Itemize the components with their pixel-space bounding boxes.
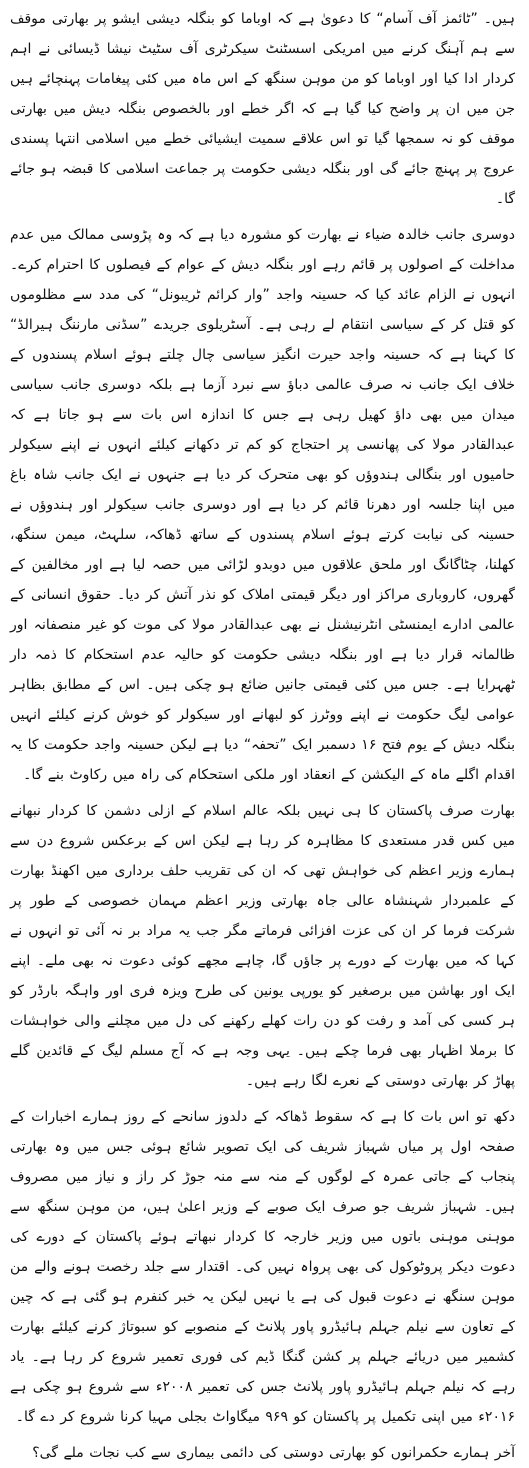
article-closing-question: آخر ہمارے حکمرانوں کو بھارتی دوستی کی دائمی بیماری سے کب نجات ملے گی؟ — [32, 1445, 515, 1461]
article-paragraph-2: دوسری جانب خالدہ ضیاء نے بھارت کو مشورہ دیا ہے کہ وہ پڑوسی ممالک میں عدم مداخلت کے اصولوں پر قائم رہے اور بنگلہ دیش کے عوام کے فیصلوں کا احترام کرے۔ انہوں نے الزام عائد کیا کہ حسینہ واجد ”وار کرائم ٹریبونل“ کی مدد سے مظلوموں کو قتل کر کے سیاسی انتقام لے رہی ہے۔ آسٹریلوی جریدے ”سڈنی مارننگ ہیرالڈ“ کا کہنا ہے کہ حسینہ واجد حیرت انگیز سیاسی چال چلتے ہوئے اسلام پسندوں کے خلاف ایک جانب نہ صرف عالمی دباؤ سے نبرد آزما ہے بلکہ دوسری جانب سیاسی میدان میں بھی داؤ کھیل رہی ہے جس کا اندازہ اس بات سے ہو جاتا ہے کہ عبدالقادر مولا کی پھانسی پر احتجاج کو کم تر دکھانے کیلئے انہوں نے اپنے سیکولر حامیوں اور بنگالی ہندوؤں کو بھی متحرک کر دیا ہے جنہوں نے ایک جانب شاہ باغ میں اپنا جلسہ اور دھرنا قائم کر دیا ہے اور دوسری جانب سیکولر اور ہندوؤں نے حسینہ کی نیابت کرتے ہوئے اسلام پسندوں کے ساتھ ڈھاکہ، سلہٹ، میمن سنگھ، کھلنا، چٹاگانگ اور ملحق علاقوں میں دوبدو لڑائی میں حصہ لیا ہے اور مخالفین کے گھروں، کاروباری مراکز اور دیگر قیمتی املاک کو نذر آتش کر دیا۔ حقوق انسانی کے عالمی ادارے ایمنسٹی انٹرنیشنل نے بھی عبدالقادر مولا کی موت کو غیر منصفانہ اور ظالمانہ قرار دیا ہے اور بنگلہ دیشی حکومت کو حالیہ عدم استحکام کا ذمہ دار ٹھہرایا ہے۔ جس میں کئی قیمتی جانیں ضائع ہو چکی ہیں۔ اس کے مطابق بظاہر عوامی لیگ حکومت نے اپنے ووٹرز کو لبھانے اور سیکولر کو خوش کرنے کیلئے انہیں بنگلہ دیش کے یوم فتح ۱۶ دسمبر ایک ”تحفہ“ دیا ہے لیکن حسینہ واجد حکومت کا یہ اقدام اگلے ماہ کے الیکشن کے انعقاد اور ملکی استحکام کی راہ میں رکاوٹ بنے گا۔ — [10, 227, 516, 783]
article-paragraph-1: ہیں۔ ”ٹائمز آف آسام“ کا دعویٰ ہے کہ اوباما کو بنگلہ دیشی ایشو پر بھارتی موقف سے ہم آہنگ کرنے میں امریکی اسسٹنٹ سیکرٹری آف سٹیٹ نیشا ڈیسائی نے اہم کردار ادا کیا اور اوباما کو من موہن سنگھ کے اس ماہ میں کئی پیغامات پہنچائے ہیں جن میں ان پر واضح کیا گیا ہے کہ اگر خطے اور بالخصوص بنگلہ دیش میں بھارتی موقف کو نہ سمجھا گیا تو اس علاقے سمیت ایشیائی خطے میں اسلامی انتہا پسندی عروج پر پہنچ جائے گی اور بنگلہ دیشی حکومت پر جماعت اسلامی کا قبضہ ہو جائے گا۔ — [10, 11, 515, 207]
article-paragraph-4: دکھ تو اس بات کا ہے کہ سقوط ڈھاکہ کے دلدوز سانحے کے روز ہمارے اخبارات کے صفحہ اول پر میاں شہباز شریف کی ایک تصویر شائع ہوئی جس میں وہ بھارتی پنجاب کے جاتی عمرہ کے لوگوں کے منہ سے منہ جوڑ کر راز و نیاز میں مصروف ہیں۔ شہباز شریف جو صرف ایک صوبے کے وزیر اعلیٰ ہیں، من موہن سنگھ سے موہنی موہنی باتوں میں وزیر خارجہ کا کردار نبھاتے ہوئے پاکستان کے دورے کی دعوت دیکر پروٹوکول کی بھی پرواہ نہیں کی۔ اقتدار سے جلد رخصت ہونے والے من موہن سنگھ نے دعوت قبول کی ہے یا نہیں لیکن یہ خبر کنفرم ہو گئی ہے کہ چین کے تعاون سے نیلم جہلم ہائیڈرو پاور پلانٹ کے منصوبے کو سبوتاژ کرنے کیلئے بھارت کشمیر میں دریائے جہلم پر کشن گنگا ڈیم کی فوری تعمیر شروع کر رہا ہے۔ یاد رہے کہ نیلم جہلم ہائیڈرو پاور پلانٹ جس کی تعمیر ۲۰۰۸ء سے شروع ہو چکی ہے ۲۰۱۶ء میں اپنی تکمیل پر پاکستان کو ۹۶۹ میگاواٹ بجلی مہیا کرنا شروع کر دے گا۔ — [10, 1109, 515, 1425]
article-paragraph-3: بھارت صرف پاکستان کا ہی نہیں بلکہ عالم اسلام کے ازلی دشمن کا کردار نبھانے میں کس قدر مستعدی کا مظاہرہ کر رہا ہے لیکن اس کے برعکس شروع دن سے ہمارے وزیر اعظم کی خواہش تھی کہ ان کی تقریب حلف برداری میں اکھنڈ بھارت کے علمبردار شہنشاہ عالی جاہ بھارتی وزیر اعظم مہمان خصوصی کے طور پر شرکت فرما کر ان کی عزت افزائی فرماتے مگر جب یہ مراد بر نہ آئی تو انہوں نے کہا کہ میں بھارت کے دورے پر جاؤں گا، چاہے مجھے کوئی دعوت نہ بھی ملے۔ اپنے ایک اور بھاشن میں برصغیر کو یورپی یونین کی طرح ویزہ فری اور واہگہ بارڈر کو ہر کسی کی آمد و رفت کو دن رات کھلے رکھنے کی دل میں مچلنے والی خواہشات کا برملا اظہار بھی فرما چکے ہیں۔ یہی وجہ ہے کہ آج مسلم لیگ کے قائدین گلے پھاڑ کر بھارتی دوستی کے نعرے لگا رہے ہیں۔ — [10, 803, 515, 1089]
